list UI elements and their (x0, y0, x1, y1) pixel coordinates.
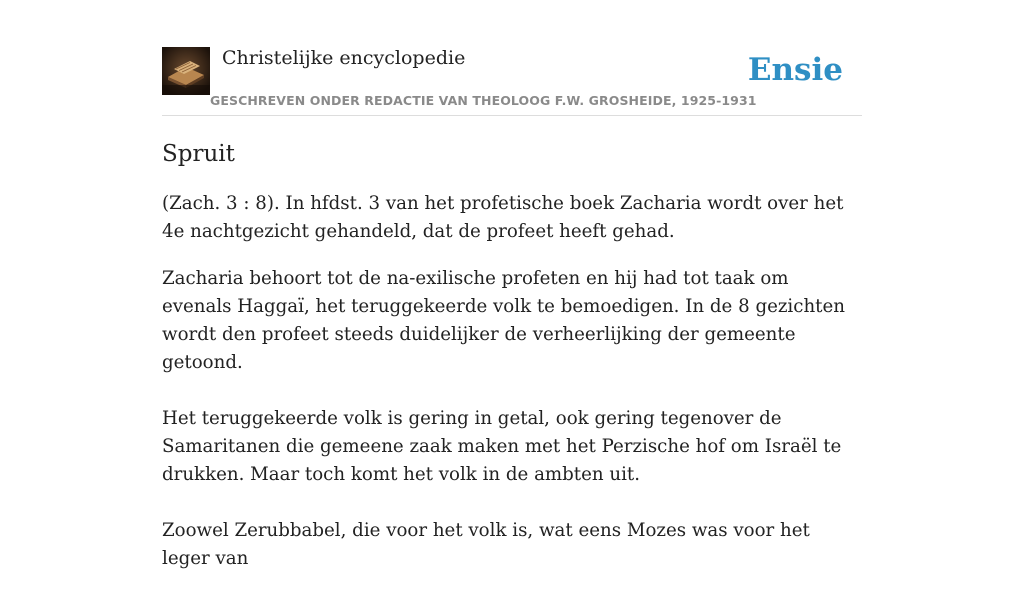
brand-logo[interactable]: Ensie (747, 52, 843, 88)
site-header (162, 46, 862, 116)
publication-subtitle: GESCHREVEN ONDER REDACTIE VAN THEOLOOG F.W. GROSHEIDE, 1925-1931 (210, 93, 757, 108)
article-title: Spruit (162, 141, 235, 167)
book-image-icon (162, 47, 210, 95)
publication-avatar[interactable] (162, 47, 210, 95)
article (162, 138, 862, 592)
article-paragraph: (Zach. 3 : 8). In hfdst. 3 van het profetische boek Zacharia wordt over het 4e nachtgezicht gehandeld, dat de profeet heeft gehad. (162, 193, 844, 242)
article-paragraph: Zoowel Zerubbabel, die voor het volk is, wat eens Mozes was voor het leger van (162, 520, 810, 569)
article-paragraph: Het teruggekeerde volk is gering in getal, ook gering tegenover de Samaritanen die gemeene zaak maken met het Perzische hof om Israël te drukken. Maar toch komt het volk in de ambten uit. (162, 408, 842, 485)
article-paragraph: Zacharia behoort tot de na-exilische profeten en hij had tot taak om evenals Haggaï, het teruggekeerde volk te bemoedigen. In de 8 gezichten wordt den profeet steeds duidelijker de verheerlijking der gemeente getoond. (162, 268, 845, 373)
publication-title[interactable]: Christelijke encyclopedie (222, 47, 466, 69)
